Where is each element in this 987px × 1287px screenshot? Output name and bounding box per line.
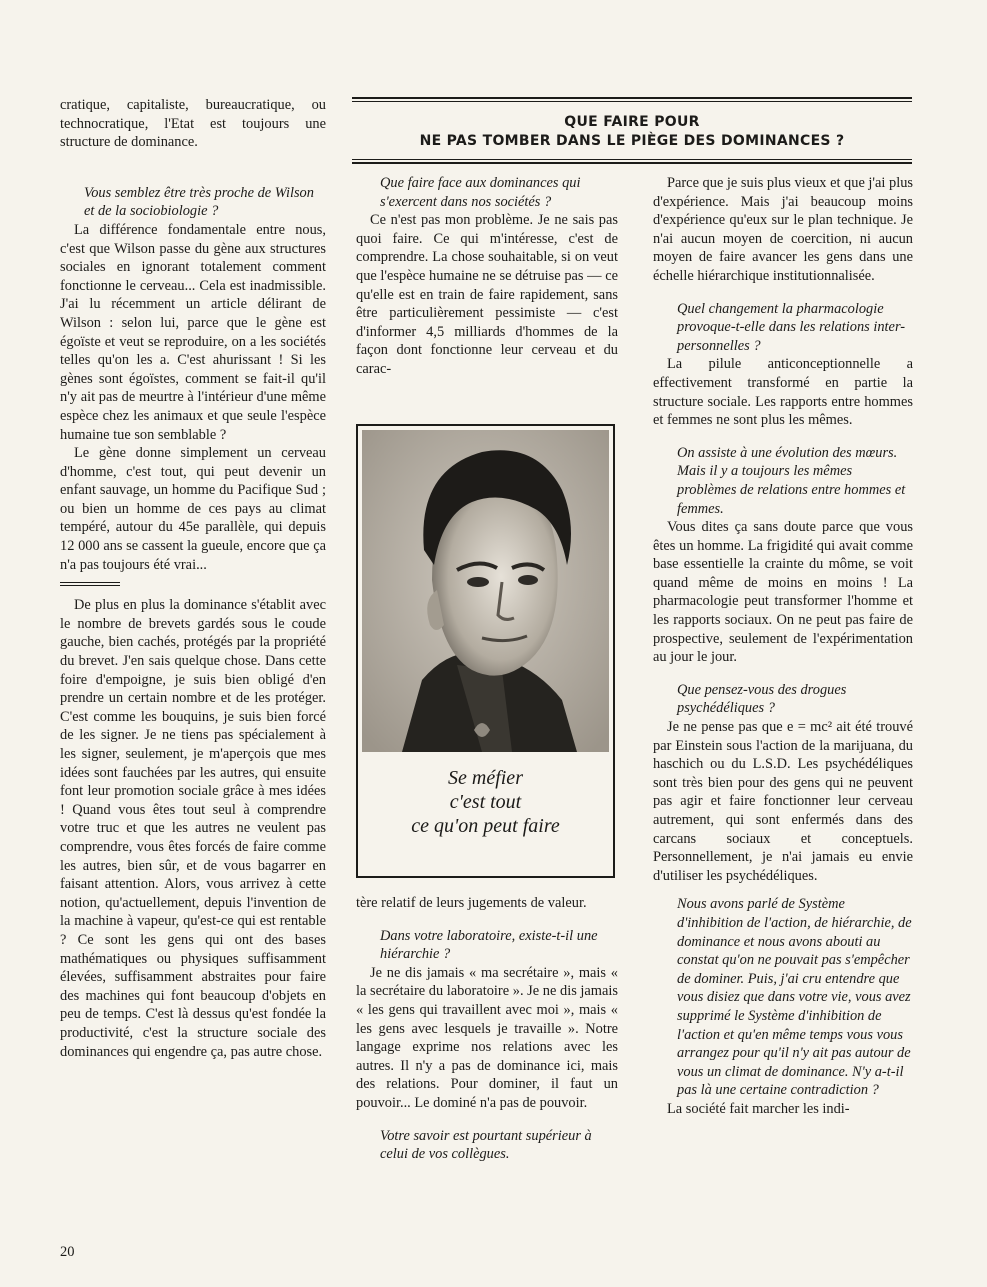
header-rule <box>352 101 912 102</box>
question: Vous semblez être très proche de Wilson et de la sociobiologie ? <box>84 184 314 220</box>
paragraph: Ce n'est pas mon problème. Je ne sais pas quoi faire. Ce qui m'intéresse, c'est de comprendre. La chose souhaitable, si on veut que l'espèce humaine ne se détruise pas — ce qu'elle est en train de faire rapidement, sans être particulièrement pessimiste — c'est d'informer 4,5 milliards d'hommes de la façon dont fonctionne leur cerveau et du carac- <box>356 212 618 377</box>
box-title-line: QUE FAIRE POUR <box>564 114 700 130</box>
question: Nous avons parlé de Système d'inhibition de l'action, de hiérarchie, de dominance et nous avons abouti au constat qu'on ne pouvait pas s'empêcher de dominer. Puis, j'ai cru entendre que vous disiez que dans votre vie, vous avez supprimé le Système d'inhibition de l'action et qu'en même temps vous vous arrangez pour qu'il n'y ait pas autour de vous un climat de dominance. N'y a-t-il pas là une certaine contradiction ? <box>677 896 912 1099</box>
photo-caption <box>358 766 613 838</box>
caption-line: ce qu'on peut faire <box>411 815 560 837</box>
paragraph: Parce que je suis plus vieux et que j'ai plus d'expérience. Mais j'ai beaucoup moins d'expérience qu'eux sur le plan technique. Je n'ai aucun moyen de coercition, ni aucun moyen de faire avancer les gens dans une échelle hiérarchique institutionnalisée. <box>653 175 913 284</box>
box-header <box>352 97 912 166</box>
paragraph: De plus en plus la dominance s'établit avec le nombre de brevets gardés sous le coude gauche, bien cachés, protégés par la propriété du brevet. J'en sais quelque chose. Dans cette foire d'empoigne, je suis bien obligé d'en prendre un certain nombre et de les protéger. C'est comme les bouquins, je suis bien forcé de les signer. Je ne tiens pas spécialement à les signer, seulement, je m'aperçois que mes idées sont fauchées par les autres, qui ensuite font leur promotion sociale grâce à mes idées ! Quand vous êtes tout seul à comprendre votre truc et que les autres ne veulent pas comprendre, vous êtes forcés de faire comme les autres, bien sûr, et de vous bagarrer en faisant attention. Alors, vous arrivez à cette notion, qu'actuellement, depuis l'invention de la machine à vapeur, qu'est-ce qui est rentable ? Ce sont les gens qui ont des bases mathématiques ou physiques suffisamment élevées, suffisamment abstraites pour faire des machines qui font beaucoup d'objets en peu de temps. C'est là dessus qu'est fondée la productivité, c'est la structure sociale des dominances qui engendre ça, pas autre chose. <box>60 597 326 1060</box>
question: On assiste à une évolution des mœurs. Mais il y a toujours les mêmes problèmes de relations entre hommes et femmes. <box>677 444 906 517</box>
column-3 <box>653 174 913 1119</box>
paragraph: Vous dites ça sans doute parce que vous êtes un homme. La frigidité qui avait comme base essentielle la crainte du môme, se voit quand même de moins en moins ! La pharmacologie peut transformer l'homme et les rapports sociaux. On ne peut pas faire de prospective, seulement de l'expérimentation au jour le jour. <box>653 519 913 666</box>
paragraph: Je ne pense pas que e = mc² ait été trouvé par Einstein sous l'action de la marijuana, du haschich ou du L.S.D. Les psychédéliques sont très bien pour des gens qui ne peuvent pas agir et faire fonctionner leur cerveau autrement, qui sont enfermés dans des carcans sociaux et conceptuels. Personnellement, je n'ai jamais eu envie d'utiliser les psychédéliques. <box>653 719 913 884</box>
question: Que pensez-vous des drogues psychédéliques ? <box>677 681 847 717</box>
paragraph: La pilule anticonceptionnelle a effectivement transformé en partie la structure sociale. Les rapports entre hommes et femmes ne sont plus les mêmes. <box>653 356 913 429</box>
header-rule <box>352 159 912 160</box>
box-title <box>352 104 912 159</box>
column-2-top <box>356 174 618 379</box>
question: Dans votre laboratoire, existe-t-il une hiérarchie ? <box>380 927 598 963</box>
paragraph: cratique, capitaliste, bureaucratique, ou technocratique, l'Etat est toujours une structure de dominance. <box>60 97 326 151</box>
box-title-line: NE PAS TOMBER DANS LE PIÈGE DES DOMINANCES ? <box>419 133 845 149</box>
caption-line: c'est tout <box>449 791 522 813</box>
paragraph: tère relatif de leurs jugements de valeur. <box>356 895 587 911</box>
section-divider <box>60 585 120 586</box>
caption-line: Se méfier <box>448 767 523 789</box>
paragraph: Le gène donne simplement un cerveau d'homme, c'est tout, qui peut devenir un enfant sauvage, un homme du Pacifique Sud ; ou bien un homme de ces pays au climat tempéré, autour du 45e parallèle, qui depuis 12 000 ans se cassent la gueule, encore que ça n'a pas toujours été vrai... <box>60 445 326 573</box>
paragraph: La société fait marcher les indi- <box>667 1100 850 1117</box>
paragraph: Je ne dis jamais « ma secrétaire », mais « la secrétaire du laboratoire ». Je ne dis jamais « les gens qui travaillent avec moi », mais « les gens avec lesquels je travaille ». Notre langage exprime nos relations avec les autres. Il n'y a pas de dominance ici, mais des relations. Pour dominer, il faut un pouvoir... Le dominé n'a pas de pouvoir. <box>356 964 618 1111</box>
question: Votre savoir est pourtant supérieur à celui de vos collègues. <box>380 1127 592 1163</box>
column-2-bottom <box>356 894 618 1164</box>
header-rule <box>352 97 912 99</box>
column-1 <box>60 96 326 1061</box>
portrait-photo <box>362 430 609 752</box>
paragraph: La différence fondamentale entre nous, c'est que Wilson passe du gène aux structures sociales en ignorant totalement comment fonctionne le cerveau... Cela est inadmissible. J'ai lu récemment un article délirant de Wilson : selon lui, parce que le gène est égoïste et veut se reproduire, on a les sociétés telles qu'on les a. C'est ahurissant ! Si les gènes sont égoïstes, comment se fait-il qu'il n'y ait pas de meurtre à l'intérieur d'une même espèce chez les animaux et que seule l'espèce humaine tue son semblable ? <box>60 221 326 443</box>
page-number: 20 <box>60 1244 75 1260</box>
section-divider <box>60 582 120 583</box>
question: Que faire face aux dominances qui s'exercent dans nos sociétés ? <box>380 175 581 210</box>
photo-box <box>356 424 615 878</box>
question: Quel changement la pharmacologie provoque-t-elle dans les relations inter-personnelles ? <box>677 300 906 354</box>
header-rule <box>352 162 912 164</box>
